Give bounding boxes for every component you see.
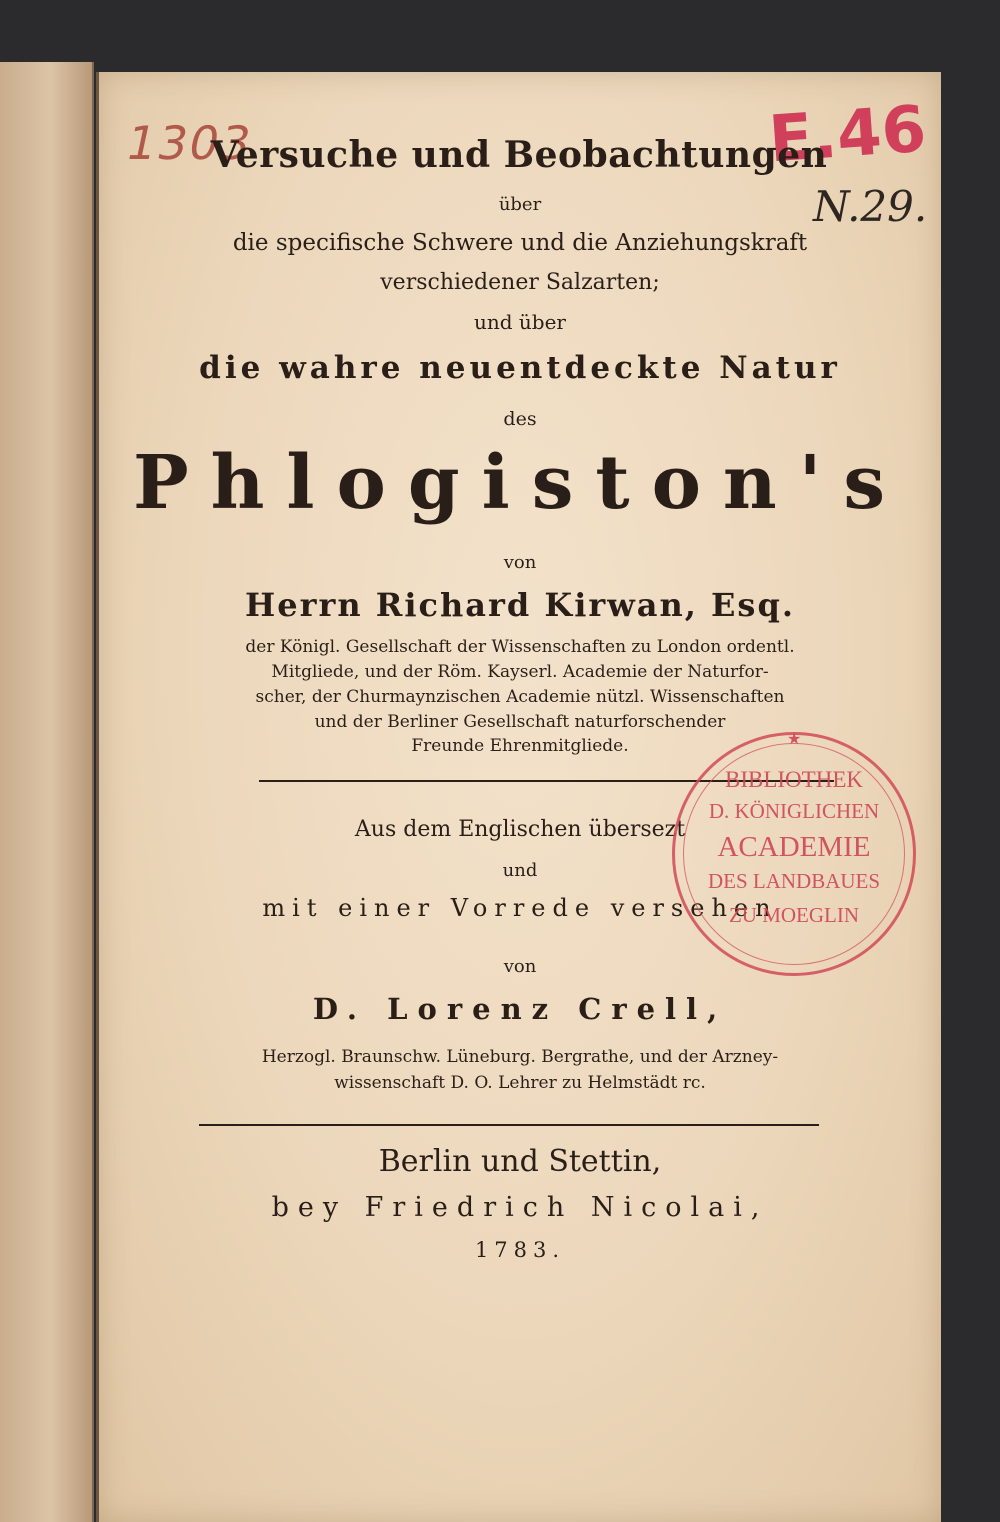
main-title-word: Phlogiston's — [132, 440, 908, 526]
divider-rule-2 — [199, 1124, 819, 1126]
author-desc-line-4: und der Berliner Gesellschaft naturforschender — [314, 712, 726, 732]
author-name: Herrn Richard Kirwan, Esq. — [245, 586, 795, 624]
author-desc-line-2: Mitgliede, und der Röm. Kayserl. Academie der Naturfor- — [271, 662, 769, 682]
translator-desc-line-2: wissenschaft D. O. Lehrer zu Helmstädt rc. — [334, 1073, 706, 1093]
stamp-line-3: ACADEMIE — [717, 831, 871, 863]
title-line: Versuche und Beobachtungen — [210, 134, 828, 176]
imprint-line-1: Berlin und Stettin, — [378, 1144, 662, 1179]
stamp-line-1: BIBLIOTHEK — [725, 767, 863, 792]
title-line-7: des — [503, 408, 537, 430]
stamp-star-icon: ★ — [787, 729, 802, 748]
library-stamp — [672, 729, 916, 976]
title-page — [96, 72, 941, 1522]
translation-line-2: und — [502, 860, 538, 881]
imprint-year: 1783. — [474, 1238, 566, 1262]
title-line-2: über — [498, 194, 542, 215]
translation-line-3: mit einer Vorrede versehen — [262, 894, 778, 922]
translator-name: D. Lorenz Crell, — [312, 992, 728, 1026]
by-line-1: von — [503, 552, 537, 573]
author-desc-line-3: scher, der Churmaynzischen Academie nützl. Wissenschaften — [255, 687, 785, 707]
ink-number-annotation: N.29. — [813, 182, 928, 231]
translation-line-1: Aus dem Englischen übersezt — [354, 817, 686, 842]
stamp-line-2: D. KÖNIGLICHEN — [708, 799, 880, 823]
stamp-line-5: ZU MOEGLIN — [728, 903, 860, 927]
translator-desc-line-1: Herzogl. Braunschw. Lüneburg. Bergrathe, und der Arzney- — [261, 1047, 779, 1067]
title-line-6: die wahre neuentdeckte Natur — [199, 350, 841, 386]
author-desc-line-5: Freunde Ehrenmitgliede. — [411, 736, 629, 756]
pencil-number-annotation: 1303 — [121, 116, 258, 170]
imprint-line-2: bey Friedrich Nicolai, — [271, 1192, 769, 1223]
title-line-5: und über — [473, 310, 566, 334]
stamp-line-4: DES LANDBAUES — [707, 869, 881, 893]
title-line-3: die specifische Schwere und die Anziehungskraft — [232, 230, 808, 256]
title-line-4: verschiedener Salzarten; — [380, 270, 660, 295]
by-line-2: von — [503, 956, 537, 977]
red-shelfmark-annotation: E.46 — [766, 92, 929, 178]
facing-page-edge — [0, 62, 94, 1522]
author-desc-line-1: der Königl. Gesellschaft der Wissenschaften zu London ordentl. — [245, 637, 795, 657]
